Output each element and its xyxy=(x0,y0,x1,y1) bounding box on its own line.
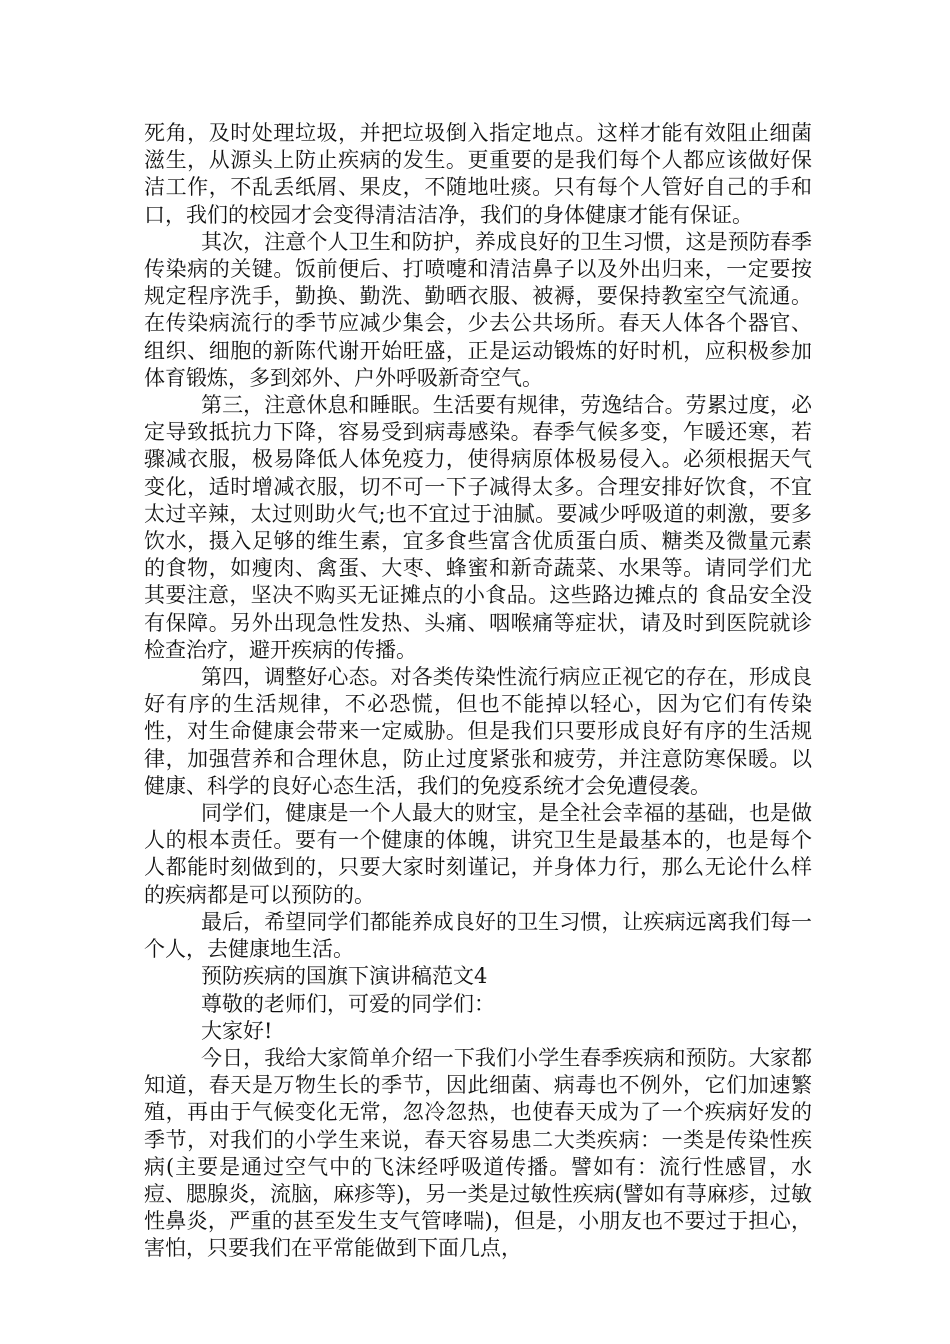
paragraph-rest-and-sleep: 第三，注意休息和睡眠。生活要有规律，劳逸结合。劳累过度，必定导致抵抗力下降，容易受到病毒感染。春季气候多变，乍暖还寒，若骤减衣服，极易降低人体免疫力，使得病原体极易侵入。必须根据天气变化，适时增减衣服，切不可一下子减得太多。合理安排好饮食，不宜太过辛辣，太过则助火气;也不宜过于油腻。要减少呼吸道的刺激，要多饮水，摄入足够的维生素，宜多食些富含优质蛋白质、糖类及微量元素的食物，如瘦肉、禽蛋、大枣、蜂蜜和新奇蔬菜、水果等。请同学们尤其要注意，坚决不购买无证摊点的小食品。这些路边摊点的 食品安全没有保障。另外出现急性发热、头痛、咽喉痛等症状，请及时到医院就诊检查治疗，避开疾病的传播。 xyxy=(144,393,812,662)
paragraph-closing-wish: 最后，希望同学们都能养成良好的卫生习惯，让疾病远离我们每一个人，去健康地生活。 xyxy=(144,909,812,962)
paragraph-mindset: 第四，调整好心态。对各类传染性流行病应正视它的存在，形成良好有序的生活规律，不必恐慌，但也不能掉以轻心，因为它们有传染性，对生命健康会带来一定威胁。但是我们只要形成良好有序的生活规律，加强营养和合理休息，防止过度紧张和疲劳，并注意防寒保暖。以健康、科学的良好心态生活，我们的免疫系统才会免遭侵袭。 xyxy=(144,665,812,798)
document-page xyxy=(144,120,812,1263)
paragraph-sanitation: 死角，及时处理垃圾，并把垃圾倒入指定地点。这样才能有效阻止细菌滋生，从源头上防止疾病的发生。更重要的是我们每个人都应该做好保洁工作，不乱丢纸屑、果皮，不随地吐痰。只有每个人管好自己的手和口，我们的校园才会变得清洁洁净，我们的身体健康才能有保证。 xyxy=(144,121,812,227)
greeting: 大家好! xyxy=(201,1018,273,1043)
salutation: 尊敬的老师们，可爱的同学们： xyxy=(201,991,495,1016)
paragraph-spring-diseases: 今日，我给大家简单介绍一下我们小学生春季疾病和预防。大家都知道，春天是万物生长的季节，因此细菌、病毒也不例外，它们加速繁殖，再由于气候变化无常，忽冷忽热，也使春天成为了一个疾病好发的季节，对我们的小学生来说，春天容易患二大类疾病：一类是传染性疾病(主要是通过空气中的飞沫经呼吸道传播。譬如有：流行性感冒，水痘、腮腺炎，流脑，麻疹等)，另一类是过敏性疾病(譬如有荨麻疹，过敏性鼻炎，严重的甚至发生支气管哮喘)，但是，小朋友也不要过于担心，害怕，只要我们在平常能做到下面几点， xyxy=(144,1045,812,1261)
paragraph-health-treasure: 同学们，健康是一个人最大的财宝，是全社会幸福的基础，也是做人的根本责任。要有一个健康的体魄，讲究卫生是最基本的，也是每个人都能时刻做到的，只要大家时刻谨记，并身体力行，那么无论什么样的疾病都是可以预防的。 xyxy=(144,801,812,907)
paragraph-personal-hygiene: 其次，注意个人卫生和防护，养成良好的卫生习惯，这是预防春季传染病的关键。饭前便后、打喷嚏和清洁鼻子以及外出归来，一定要按规定程序洗手，勤换、勤洗、勤晒衣服、被褥，要保持教室空气流通。在传染病流行的季节应减少集会，少去公共场所。春天人体各个器官、组织、细胞的新陈代谢开始旺盛，正是运动锻炼的好时机，应积极参加体育锻炼，多到郊外、户外呼吸新奇空气。 xyxy=(144,229,812,390)
section-title: 预防疾病的国旗下演讲稿范文4 xyxy=(201,964,488,989)
